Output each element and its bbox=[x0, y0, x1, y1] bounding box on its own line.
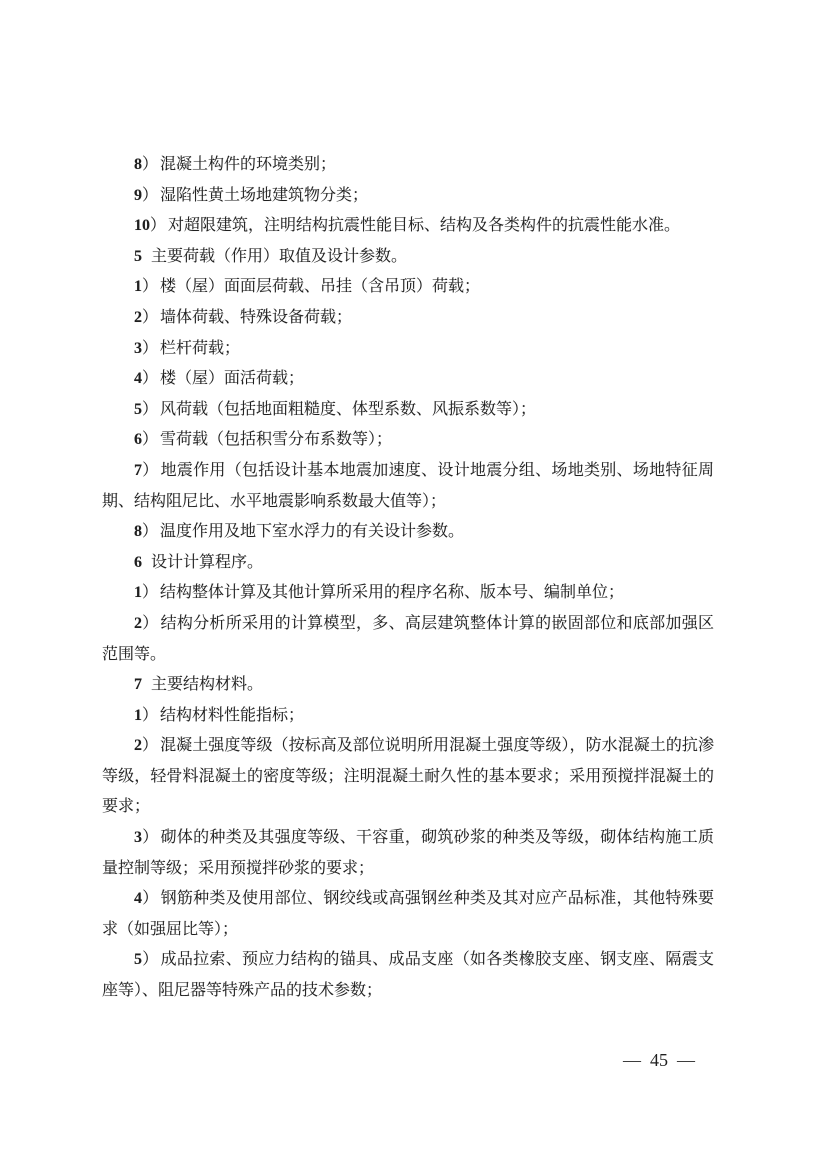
list-item-paragraph bbox=[102, 364, 714, 395]
list-item-paragraph bbox=[102, 395, 714, 426]
item-number: 2 bbox=[134, 614, 142, 632]
page-number: 45 bbox=[650, 1050, 668, 1070]
section-heading bbox=[102, 242, 714, 273]
item-number-bracket: ） bbox=[142, 737, 159, 755]
item-number-bracket: ） bbox=[142, 400, 159, 418]
list-item-paragraph bbox=[102, 181, 714, 212]
item-number-bracket: ） bbox=[142, 614, 159, 632]
item-number: 3 bbox=[134, 339, 142, 357]
paragraph-text: 雪荷载（包括积雪分布系数等）； bbox=[160, 431, 393, 449]
item-number: 7 bbox=[134, 676, 142, 694]
list-item-paragraph bbox=[102, 425, 714, 456]
list-item-paragraph bbox=[102, 272, 714, 303]
item-number-bracket: ） bbox=[142, 431, 159, 449]
item-number-bracket: ） bbox=[142, 186, 159, 204]
paragraph-text: 设计计算程序。 bbox=[151, 553, 264, 571]
paragraph-text: 混凝土构件的环境类别； bbox=[160, 156, 337, 173]
list-item-paragraph bbox=[102, 211, 714, 242]
paragraph-text: 楼（屋）面面层荷载、吊挂（含吊顶）荷载； bbox=[160, 278, 481, 296]
paragraph-text: 墙体荷载、特殊设备荷载； bbox=[160, 308, 353, 326]
list-item-paragraph bbox=[102, 884, 714, 945]
item-number: 8 bbox=[134, 156, 142, 173]
list-item-paragraph bbox=[102, 823, 714, 884]
list-item-paragraph bbox=[102, 731, 714, 823]
item-number: 6 bbox=[134, 431, 142, 449]
item-number-bracket: ） bbox=[142, 156, 159, 173]
list-item-paragraph bbox=[102, 150, 714, 181]
list-item-paragraph bbox=[102, 945, 714, 1006]
section-heading bbox=[102, 670, 714, 701]
list-item-paragraph bbox=[102, 456, 714, 517]
list-item-paragraph bbox=[102, 334, 714, 365]
item-number-bracket: ） bbox=[142, 339, 159, 357]
page-footer bbox=[599, 1050, 719, 1071]
section-heading bbox=[102, 548, 714, 579]
item-number-bracket: ） bbox=[142, 706, 159, 724]
item-number-bracket: ） bbox=[142, 370, 159, 388]
item-number: 2 bbox=[134, 308, 142, 326]
paragraph-text: 主要荷载（作用）取值及设计参数。 bbox=[151, 247, 408, 265]
paragraph-text: 风荷载（包括地面粗糙度、体型系数、风振系数等）； bbox=[160, 400, 537, 418]
item-number: 4 bbox=[134, 370, 142, 388]
list-item-paragraph bbox=[102, 701, 714, 732]
item-number-bracket: ） bbox=[142, 951, 159, 969]
paragraph-text: 钢筋种类及使用部位、钢绞线或高强钢丝种类及其对应产品标准，其他特殊要求（如强屈比等）； bbox=[102, 890, 714, 938]
item-number-bracket: ） bbox=[150, 217, 167, 235]
item-number: 5 bbox=[134, 951, 142, 969]
item-number: 1 bbox=[134, 706, 142, 724]
document-body bbox=[102, 150, 714, 1007]
paragraph-text: 栏杆荷载； bbox=[160, 339, 241, 357]
footer-left-dash: — bbox=[623, 1050, 641, 1070]
paragraph-text: 楼（屋）面活荷载； bbox=[160, 370, 305, 388]
item-number: 3 bbox=[134, 829, 142, 847]
paragraph-text: 湿陷性黄土场地建筑物分类； bbox=[160, 186, 369, 204]
paragraph-text: 对超限建筑，注明结构抗震性能目标、结构及各类构件的抗震性能水准。 bbox=[168, 217, 681, 235]
paragraph-text: 地震作用（包括设计基本地震加速度、设计地震分组、场地类别、场地特征周期、结构阻尼比、水平地震影响系数最大值等）； bbox=[102, 461, 714, 510]
paragraph-text: 混凝土强度等级（按标高及部位说明所用混凝土强度等级），防水混凝土的抗渗等级，轻骨料混凝土的密度等级；注明混凝土耐久性的基本要求；采用预搅拌混凝土的要求； bbox=[102, 737, 714, 816]
paragraph-text: 砌体的种类及其强度等级、干容重，砌筑砂浆的种类及等级，砌体结构施工质量控制等级；采用预搅拌砂浆的要求； bbox=[102, 829, 714, 877]
item-number: 9 bbox=[134, 186, 142, 204]
item-number: 4 bbox=[134, 890, 142, 908]
paragraph-text: 主要结构材料。 bbox=[151, 676, 264, 694]
list-item-paragraph bbox=[102, 609, 714, 670]
item-number-bracket: ） bbox=[142, 461, 159, 479]
paragraph-text: 成品拉索、预应力结构的锚具、成品支座（如各类橡胶支座、钢支座、隔震支座等）、阻尼器等特殊产品的技术参数； bbox=[102, 951, 714, 1000]
paragraph-text: 结构整体计算及其他计算所采用的程序名称、版本号、编制单位； bbox=[160, 584, 625, 602]
list-item-paragraph bbox=[102, 578, 714, 609]
item-number: 1 bbox=[134, 278, 142, 296]
item-number-bracket: ） bbox=[142, 890, 159, 908]
item-number: 2 bbox=[134, 737, 142, 755]
list-item-paragraph bbox=[102, 517, 714, 548]
footer-right-dash: — bbox=[677, 1050, 695, 1070]
item-number: 5 bbox=[134, 400, 142, 418]
item-number: 7 bbox=[134, 461, 142, 479]
item-number-bracket: ） bbox=[142, 829, 159, 847]
item-number-bracket: ） bbox=[142, 584, 159, 602]
list-item-paragraph bbox=[102, 303, 714, 334]
item-number: 5 bbox=[134, 247, 142, 265]
paragraph-text: 结构材料性能指标； bbox=[160, 706, 305, 724]
item-number-bracket: ） bbox=[142, 278, 159, 296]
item-number: 6 bbox=[134, 553, 142, 571]
item-number: 1 bbox=[134, 584, 142, 602]
paragraph-text: 温度作用及地下室水浮力的有关设计参数。 bbox=[160, 523, 465, 541]
item-number-bracket: ） bbox=[142, 523, 159, 541]
item-number: 10 bbox=[134, 217, 150, 235]
item-number: 8 bbox=[134, 523, 142, 541]
paragraph-text: 结构分析所采用的计算模型，多、高层建筑整体计算的嵌固部位和底部加强区范围等。 bbox=[102, 614, 714, 663]
item-number-bracket: ） bbox=[142, 308, 159, 326]
